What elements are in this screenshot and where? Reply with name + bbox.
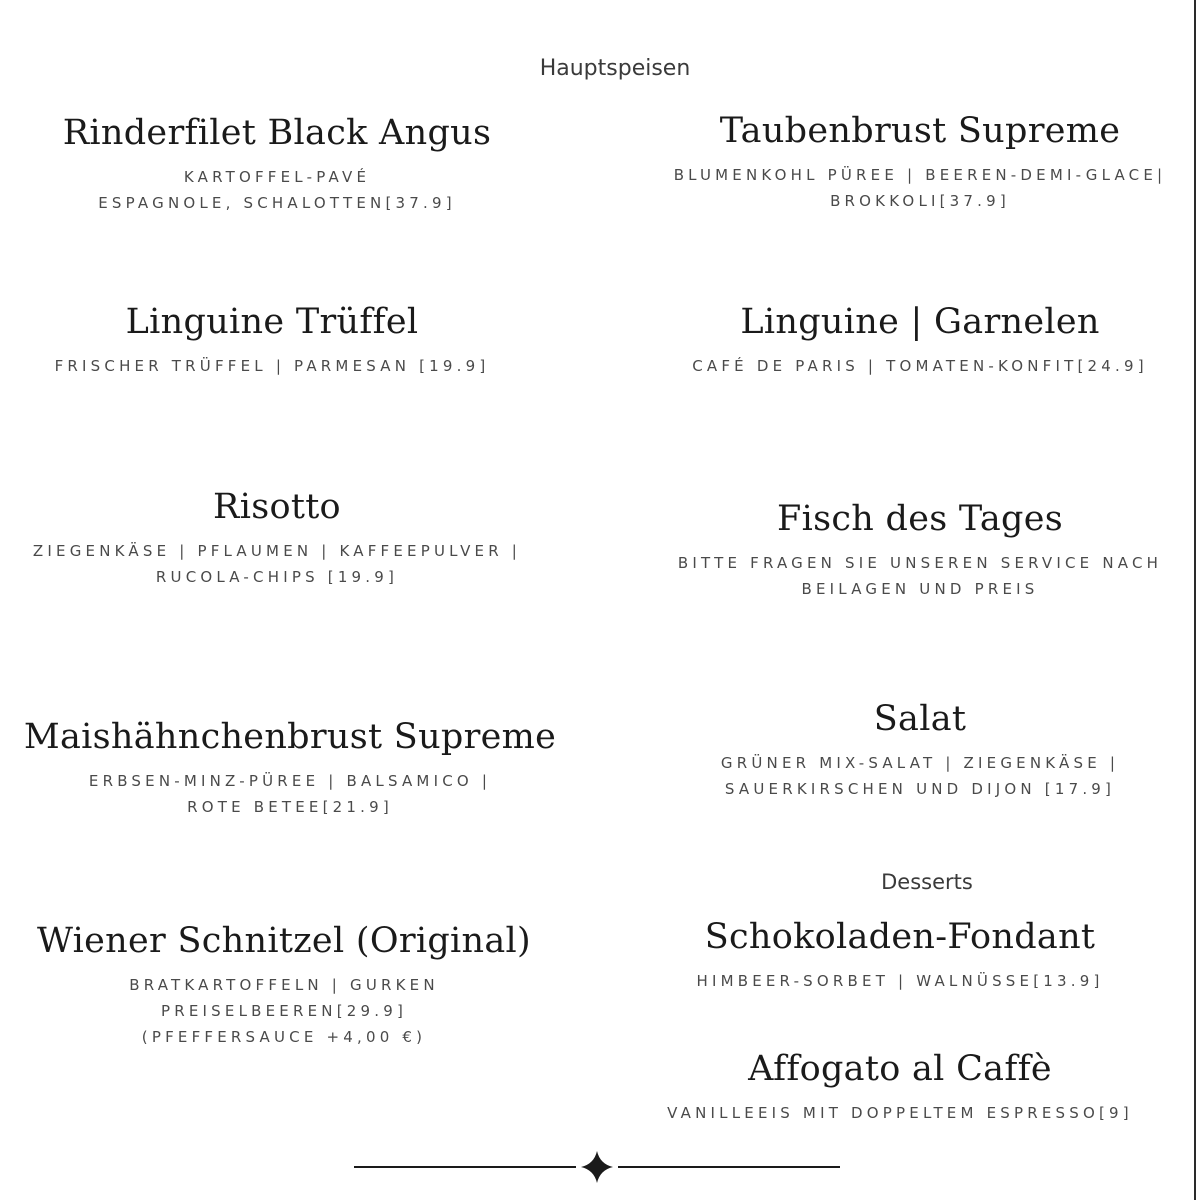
- dish-name: Schokoladen-Fondant: [704, 917, 1096, 957]
- dish-name: Affogato al Caffè: [748, 1049, 1052, 1089]
- dish-description: [17, 164, 537, 216]
- dish-description-line: VANILLEEIS MIT DOPPELTEM ESPRESSO[9]: [667, 1104, 1133, 1122]
- dish-schokoladen-fondant: [620, 916, 1180, 994]
- dish-name: Taubenbrust Supreme: [719, 111, 1121, 151]
- dish-description-line: CAFÉ DE PARIS | TOMATEN-KONFIT[24.9]: [692, 357, 1148, 375]
- dish-description-line: KARTOFFEL-PAVÉ: [183, 168, 371, 186]
- star-icon: [581, 1151, 613, 1183]
- dish-name: Linguine Trüffel: [125, 302, 419, 342]
- section-title-mains: Hauptspeisen: [539, 56, 691, 81]
- dish-name: Salat: [873, 699, 967, 739]
- dish-description-line: GRÜNER MIX-SALAT | ZIEGENKÄSE |: [720, 754, 1120, 772]
- dish-description-line: BRATKARTOFFELN | GURKEN: [129, 976, 439, 994]
- dish-description: [640, 750, 1200, 802]
- dish-description-line: ROTE BETEE[21.9]: [187, 798, 393, 816]
- dish-description: [620, 968, 1180, 994]
- star-divider: [354, 1150, 840, 1186]
- dish-description-line: FRISCHER TRÜFFEL | PARMESAN [19.9]: [54, 357, 490, 375]
- dish-description-line: ZIEGENKÄSE | PFLAUMEN | KAFFEEPULVER |: [32, 542, 522, 560]
- dish-description-line: ESPAGNOLE, SCHALOTTEN[37.9]: [98, 194, 456, 212]
- dish-rinderfilet: [17, 112, 537, 216]
- dish-name: Wiener Schnitzel (Original): [37, 921, 531, 961]
- dish-description: [620, 1100, 1180, 1126]
- dish-affogato: [620, 1048, 1180, 1126]
- dish-maishaehnchenbrust: [10, 716, 570, 820]
- dish-wiener-schnitzel: [14, 920, 554, 1050]
- section-title-desserts: Desserts: [881, 870, 973, 894]
- dish-name: Risotto: [213, 487, 341, 527]
- dish-fisch-des-tages: [640, 498, 1200, 602]
- dish-description-line: BITTE FRAGEN SIE UNSEREN SERVICE NACH: [677, 554, 1163, 572]
- dish-name: Maishähnchenbrust Supreme: [23, 717, 557, 757]
- dish-description: [10, 768, 570, 820]
- dish-name: Fisch des Tages: [777, 499, 1063, 539]
- dish-description-line: PREISELBEEREN[29.9]: [161, 1002, 407, 1020]
- dish-description: [12, 353, 532, 379]
- dish-description: [640, 550, 1200, 602]
- dish-description-line: BROKKOLI[37.9]: [830, 192, 1010, 210]
- dish-name: Rinderfilet Black Angus: [62, 113, 492, 153]
- dish-linguine-trueffel: [12, 301, 532, 379]
- dish-salat: [640, 698, 1200, 802]
- dish-description-line: HIMBEER-SORBET | WALNÜSSE[13.9]: [696, 972, 1104, 990]
- dish-description: [17, 538, 537, 590]
- dish-description-line: SAUERKIRSCHEN UND DIJON [17.9]: [724, 780, 1116, 798]
- dish-name: Linguine | Garnelen: [740, 302, 1100, 342]
- dish-description: [640, 162, 1200, 214]
- dish-description-line: ERBSEN-MINZ-PÜREE | BALSAMICO |: [88, 772, 492, 790]
- dish-description-line: (PFEFFERSAUCE +4,00 €): [141, 1028, 427, 1046]
- dish-risotto: [17, 486, 537, 590]
- dish-linguine-garnelen: [640, 301, 1200, 379]
- dish-description-line: BEILAGEN UND PREIS: [801, 580, 1039, 598]
- dish-taubenbrust: [640, 110, 1200, 214]
- dish-description-line: BLUMENKOHL PÜREE | BEEREN-DEMI-GLACE|: [673, 166, 1167, 184]
- dish-description-line: RUCOLA-CHIPS [19.9]: [155, 568, 399, 586]
- dish-description: [14, 972, 554, 1050]
- dish-description: [640, 353, 1200, 379]
